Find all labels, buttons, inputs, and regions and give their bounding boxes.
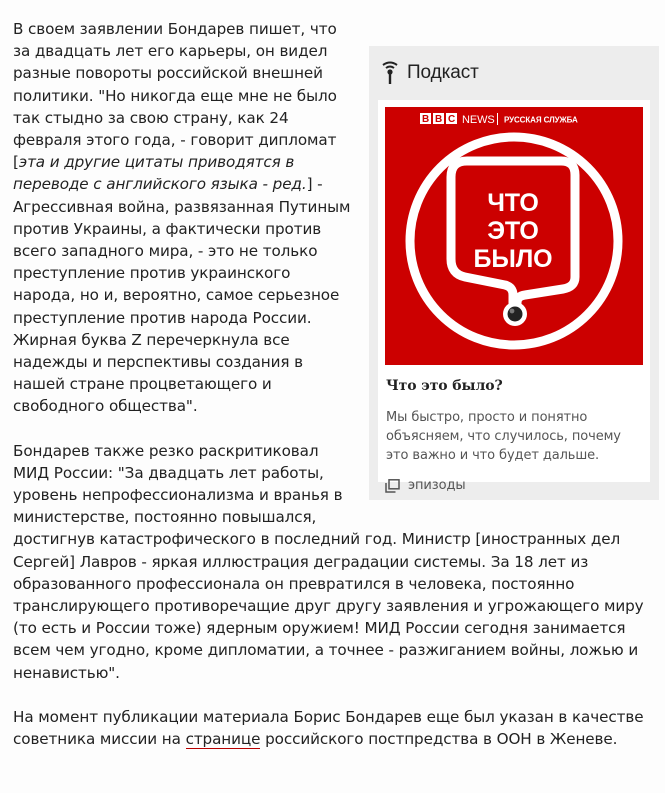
podcast-promo	[369, 46, 659, 500]
podcast-header	[378, 58, 650, 88]
episodes-label[interactable]: эпизоды	[408, 478, 466, 494]
paragraph-1: В своем заявлении Бондарев пишет, что за двадцать лет его карьеры, он видел разные повороты российской внешней политики. "Но никогда еще мне не было так стыдно за свою страну, как 24 февраля этого года, - говорит дипломат [эта и другие цитаты приводятся в переводе с английского языка - ред.] - Агрессивная война, развязанная Путиным против Украины, а фактически против всего западного мира, - это не только преступление против украинского народа, но и, вероятно, самое серьезное преступление против народа России. Жирная буква Z перечеркнула все надежды и перспективы создания в нашей стране процветающего и свободного общества".	[13, 20, 351, 416]
svg-text:БЫЛО: БЫЛО	[473, 245, 553, 273]
podcast-card[interactable]	[378, 100, 650, 494]
podcast-description: Мы быстро, просто и понятно объясняем, что случилось, почему это важно и что будет дальше.	[386, 410, 621, 464]
article-body	[13, 18, 653, 772]
episodes-icon	[385, 479, 400, 493]
paragraph-3: На момент публикации материала Борис Бондарев еще был указан в качестве советника миссии на странице российского постпредства в ООН в Женеве.	[13, 707, 644, 749]
microphone-icon	[381, 61, 399, 85]
podcast-section-title: Подкаст	[407, 61, 479, 83]
mission-page-link[interactable]: странице	[185, 730, 261, 749]
svg-text:NEWS: NEWS	[462, 114, 495, 126]
paragraph-2: Бондарев также резко раскритиковал МИД России: "За двадцать лет работы, уровень непрофессионализма и вранья в министерстве, постоянно повышался, достигнув катастрофического в последний год. Министр [иностранных дел Сергей] Лавров - яркая иллюстрация деградации системы. За 18 лет из образованного профессионала он превратился в человека, постоянно транслирующего противоречащие друг другу заявления и угрожающего миру (то есть и России тоже) ядерным оружием! МИД России сегодня занимается всем чем угодно, кроме дипломатии, а точнее - разжиганием войны, ложью и ненавистью".	[13, 441, 644, 682]
podcast-title-link[interactable]: Что это было?	[386, 378, 503, 394]
podcast-cover-image[interactable]	[385, 107, 643, 365]
svg-text:B: B	[421, 114, 430, 126]
svg-text:B: B	[434, 114, 443, 126]
episodes-link[interactable]	[385, 475, 643, 497]
editor-note: эта и другие цитаты приводятся в переводе с английского языка - ред.	[13, 153, 307, 194]
svg-text:ЭТО: ЭТО	[487, 217, 539, 245]
svg-text:ЧТО: ЧТО	[487, 189, 539, 217]
svg-text:C: C	[447, 114, 456, 126]
svg-text:РУССКАЯ СЛУЖБА: РУССКАЯ СЛУЖБА	[504, 115, 578, 125]
